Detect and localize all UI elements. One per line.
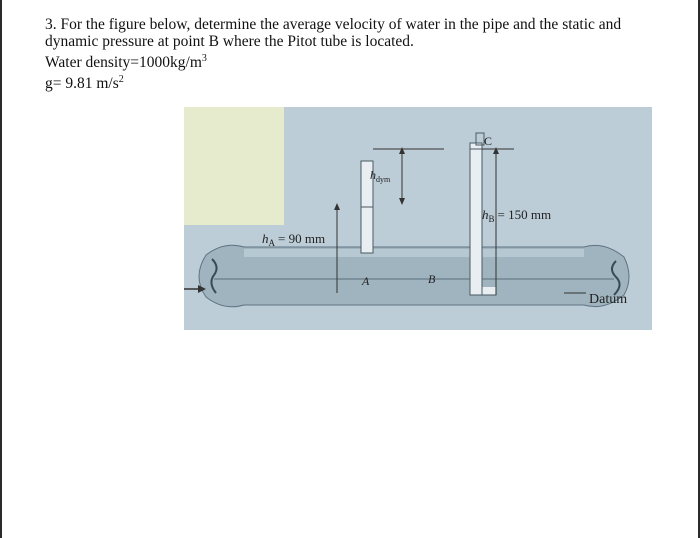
label-A: A	[362, 274, 370, 288]
label-B: B	[428, 272, 436, 286]
pitot-tube-figure	[184, 107, 652, 330]
question-line-2: dynamic pressure at point B where the Pitot tube is located.	[45, 33, 414, 50]
water-density-text: Water density=1000kg/m	[45, 54, 202, 72]
water-density	[45, 50, 685, 71]
figure-corner-patch	[184, 107, 284, 225]
gravity	[45, 71, 685, 92]
gravity-text: g= 9.81 m/s	[45, 75, 119, 93]
density-exponent: 3	[201, 53, 207, 64]
label-C: C	[484, 134, 493, 148]
pitot-tube	[470, 143, 482, 295]
label-hdym: $h_{dym}$	[370, 168, 391, 184]
question-text	[45, 16, 685, 92]
gravity-exponent: 2	[118, 74, 124, 86]
label-hB: $h_B = 150$ mm	[482, 207, 552, 224]
question-line-1: 3. For the figure below, determine the average velocity of water in the pipe and the static and	[45, 16, 622, 33]
label-datum: Datum	[589, 292, 628, 307]
left-border	[0, 0, 2, 538]
label-hA: $h_A = 90$ mm	[262, 231, 326, 248]
